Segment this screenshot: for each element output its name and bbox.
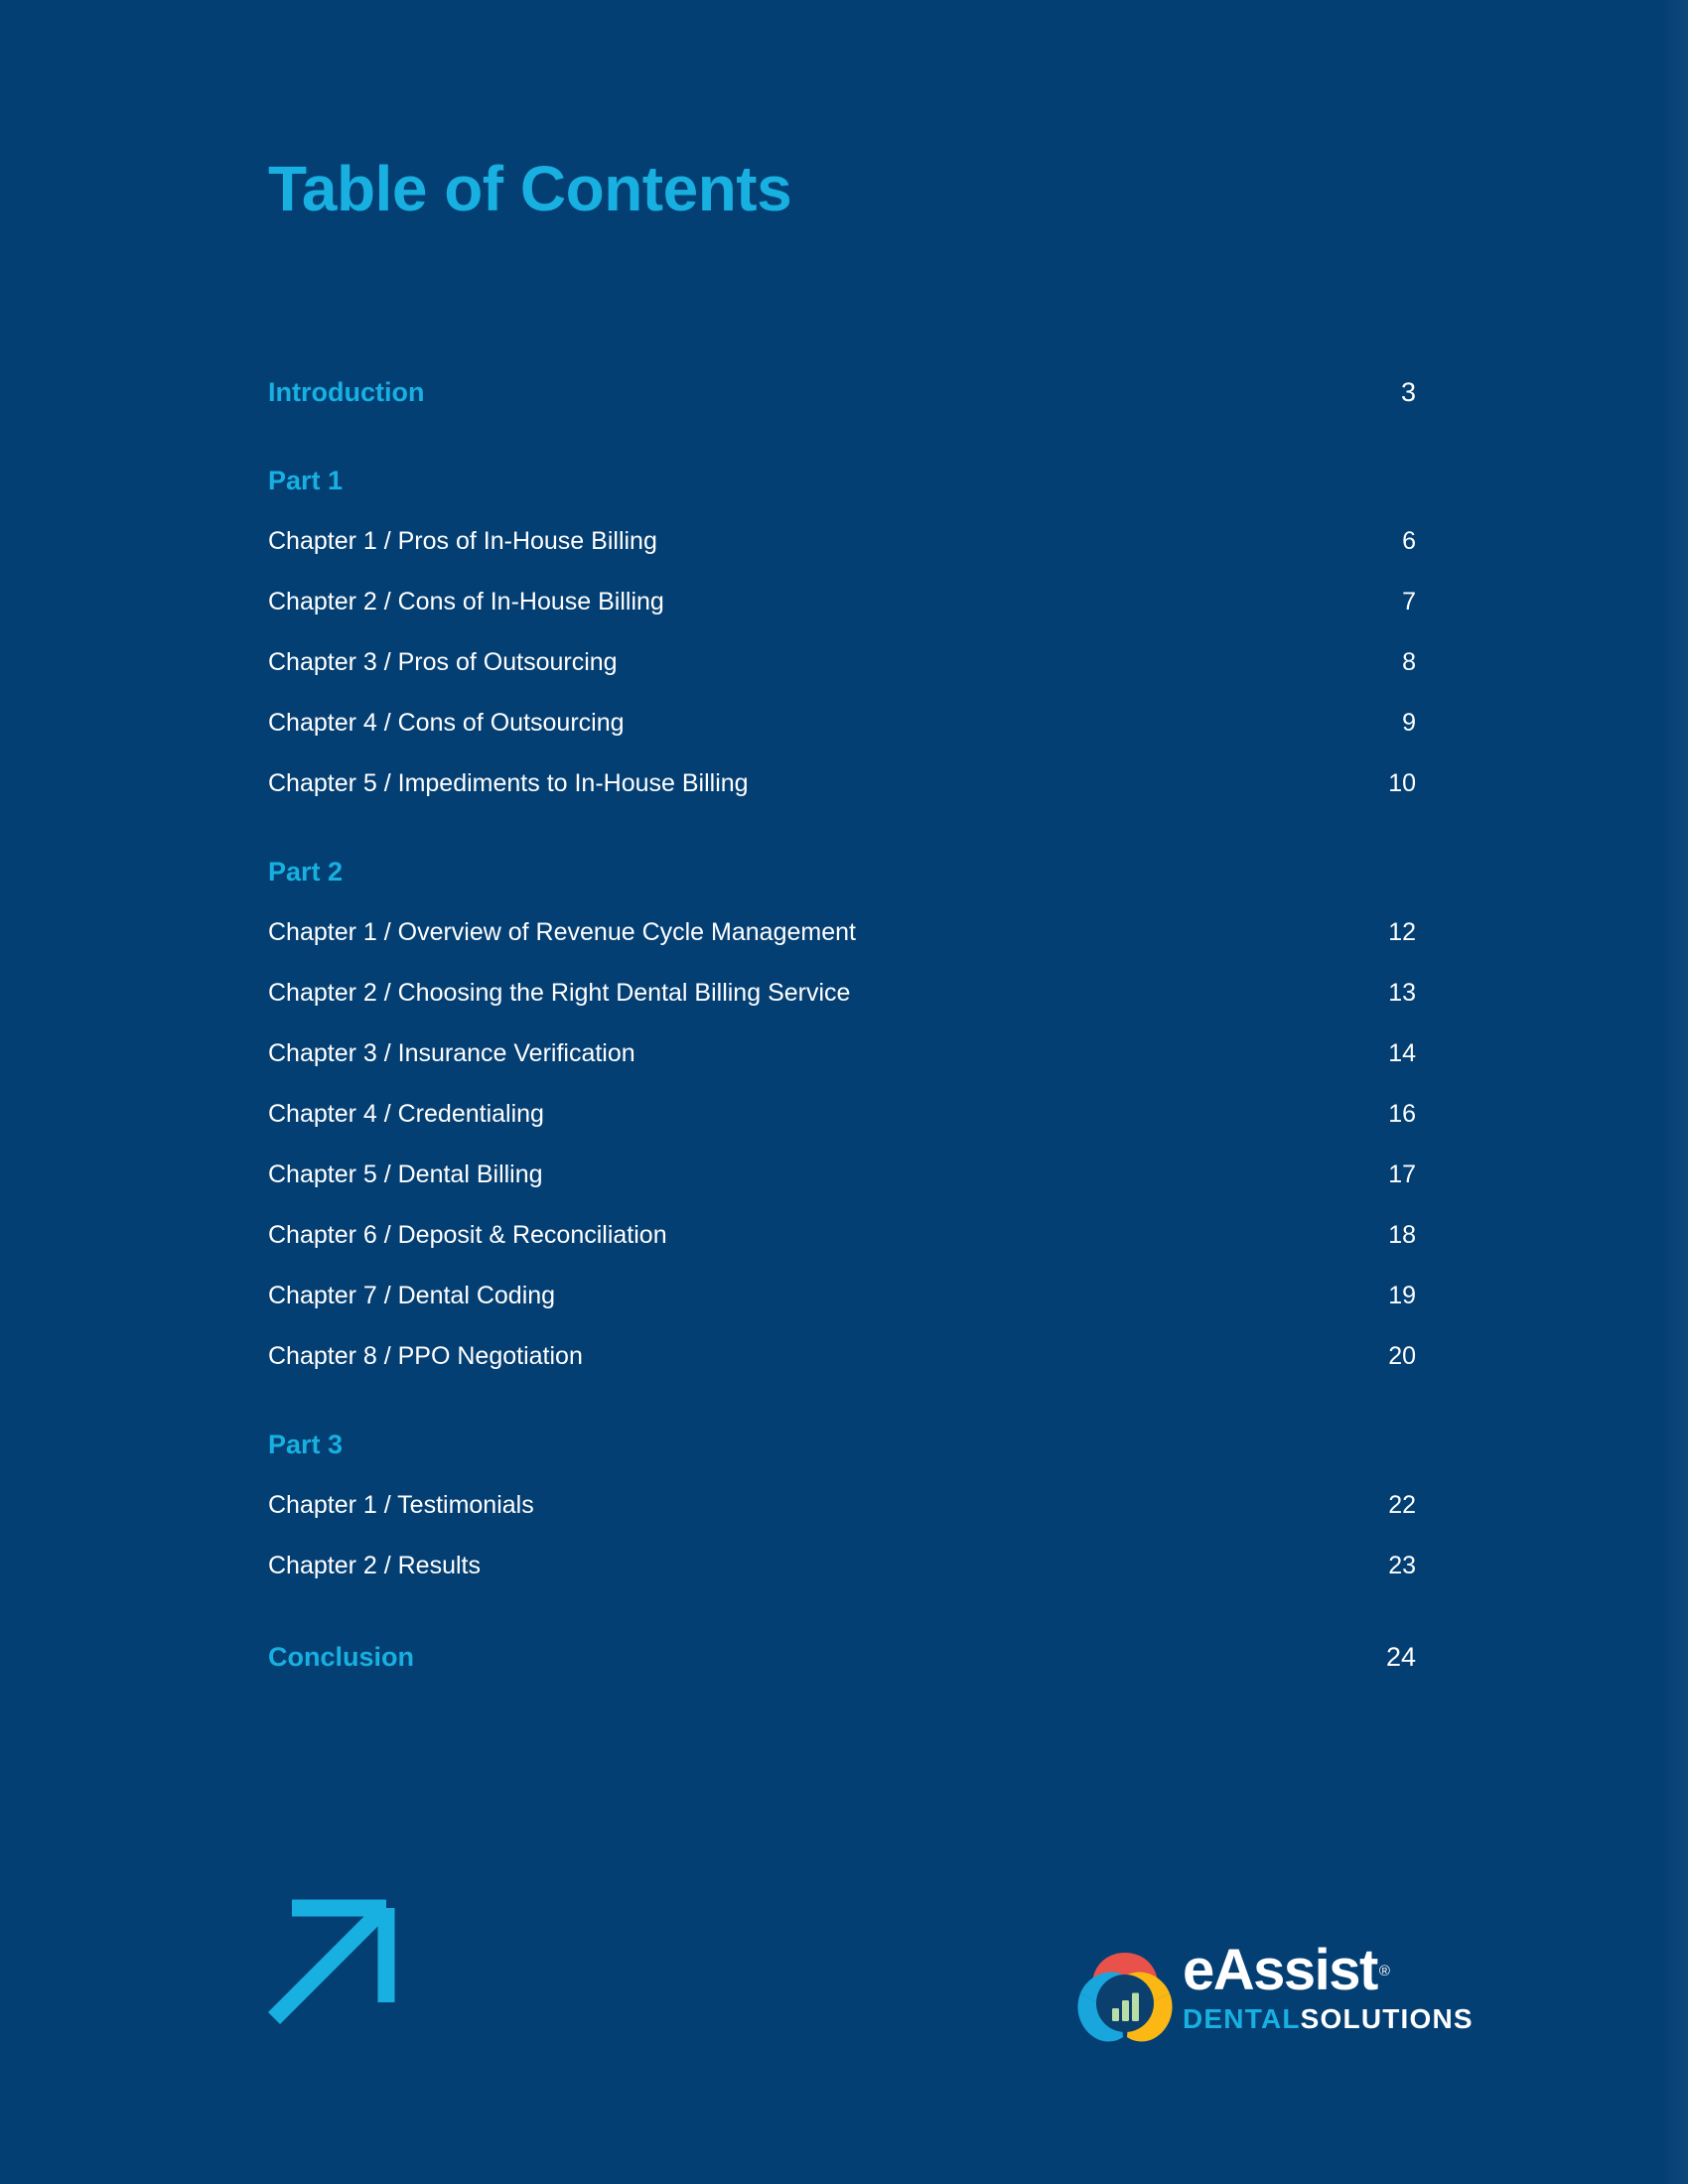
toc-entry-label: Chapter 6 / Deposit & Reconciliation — [268, 1221, 667, 1249]
toc-entry-label: Chapter 2 / Results — [268, 1552, 481, 1579]
toc-entry-part3-chapter2[interactable] — [268, 1552, 1416, 1612]
toc-entry-label: Chapter 3 / Pros of Outsourcing — [268, 648, 618, 676]
toc-entry-part3-chapter1[interactable] — [268, 1491, 1416, 1552]
toc-entry-label: Chapter 5 / Impediments to In-House Billing — [268, 769, 749, 797]
toc-entry-page-number: 6 — [1402, 527, 1416, 555]
toc-entry-conclusion[interactable] — [268, 1642, 1416, 1704]
toc-entry-page-number: 17 — [1388, 1160, 1416, 1188]
toc-entry-page-number: 3 — [1400, 377, 1416, 407]
toc-entry-part2-chapter4[interactable] — [268, 1100, 1416, 1160]
toc-entry-label: Introduction — [268, 377, 425, 407]
toc-entry-label: Chapter 1 / Pros of In-House Billing — [268, 527, 657, 555]
toc-entry-page-number: 16 — [1388, 1100, 1416, 1128]
toc-entry-part1-chapter2[interactable] — [268, 588, 1416, 648]
toc-part-heading-label: Part 1 — [268, 466, 344, 495]
toc-entry-introduction[interactable] — [268, 377, 1416, 439]
toc-part-heading-label: Part 2 — [268, 857, 344, 887]
eassist-trefoil-chart-icon — [1075, 1949, 1175, 2048]
toc-entry-label: Chapter 1 / Overview of Revenue Cycle Management — [268, 918, 856, 946]
eassist-wordmark-block — [1183, 1938, 1474, 2035]
eassist-wordmark — [1183, 1938, 1390, 2002]
toc-entry-part2-chapter3[interactable] — [268, 1039, 1416, 1100]
toc-entry-label: Chapter 1 / Testimonials — [268, 1491, 534, 1519]
toc-entry-part1-chapter4[interactable] — [268, 709, 1416, 769]
section-spacer — [268, 1403, 1416, 1430]
toc-entry-page-number: 23 — [1388, 1552, 1416, 1579]
section-spacer — [268, 1612, 1416, 1642]
tagline-solutions: SOLUTIONS — [1300, 2002, 1474, 2034]
toc-entry-part2-chapter1[interactable] — [268, 918, 1416, 979]
registered-trademark-icon: ® — [1378, 1962, 1390, 1979]
toc-entry-page-number: 8 — [1402, 648, 1416, 676]
table-of-contents — [268, 377, 1416, 1704]
toc-entry-label: Chapter 5 / Dental Billing — [268, 1160, 543, 1188]
toc-entry-label: Chapter 2 / Cons of In-House Billing — [268, 588, 664, 615]
toc-entry-page-number: 18 — [1388, 1221, 1416, 1249]
toc-part-heading-1 — [268, 466, 1416, 527]
toc-entry-page-number: 12 — [1388, 918, 1416, 946]
toc-entry-page-number: 24 — [1385, 1642, 1416, 1672]
toc-entry-label: Chapter 7 / Dental Coding — [268, 1282, 556, 1309]
eassist-wordmark-text: eAssist — [1183, 1938, 1377, 2002]
toc-entry-page-number: 14 — [1388, 1039, 1416, 1067]
toc-entry-part1-chapter1[interactable] — [268, 527, 1416, 588]
toc-entry-label: Chapter 2 / Choosing the Right Dental Billing Service — [268, 979, 851, 1007]
toc-entry-page-number: 9 — [1402, 709, 1416, 737]
toc-entry-part2-chapter8[interactable] — [268, 1342, 1416, 1403]
toc-part-heading-label: Part 3 — [268, 1430, 344, 1459]
toc-entry-part2-chapter6[interactable] — [268, 1221, 1416, 1282]
toc-entry-page-number: 22 — [1388, 1491, 1416, 1519]
toc-entry-label: Chapter 3 / Insurance Verification — [268, 1039, 635, 1067]
toc-entry-part2-chapter7[interactable] — [268, 1282, 1416, 1342]
toc-entry-page-number: 19 — [1388, 1282, 1416, 1309]
toc-entry-page-number: 13 — [1388, 979, 1416, 1007]
toc-entry-label: Chapter 8 / PPO Negotiation — [268, 1342, 583, 1370]
toc-part-heading-3 — [268, 1430, 1416, 1491]
tagline-dental: DENTAL — [1183, 2002, 1301, 2034]
toc-part-heading-2 — [268, 857, 1416, 918]
section-spacer — [268, 439, 1416, 466]
toc-entry-page-number: 7 — [1402, 588, 1416, 615]
toc-entry-part1-chapter3[interactable] — [268, 648, 1416, 709]
toc-entry-label: Chapter 4 / Cons of Outsourcing — [268, 709, 625, 737]
toc-entry-label: Chapter 4 / Credentialing — [268, 1100, 544, 1128]
eassist-tagline — [1183, 2002, 1474, 2035]
page-title: Table of Contents — [268, 153, 792, 224]
toc-entry-part1-chapter5[interactable] — [268, 769, 1416, 830]
eassist-logo — [1075, 1938, 1474, 2070]
toc-entry-page-number: 20 — [1388, 1342, 1416, 1370]
toc-entry-page-number: 10 — [1388, 769, 1416, 797]
arrow-up-right-icon — [266, 1891, 401, 2026]
toc-entry-part2-chapter2[interactable] — [268, 979, 1416, 1039]
section-spacer — [268, 830, 1416, 857]
toc-entry-part2-chapter5[interactable] — [268, 1160, 1416, 1221]
toc-entry-label: Conclusion — [268, 1642, 414, 1672]
